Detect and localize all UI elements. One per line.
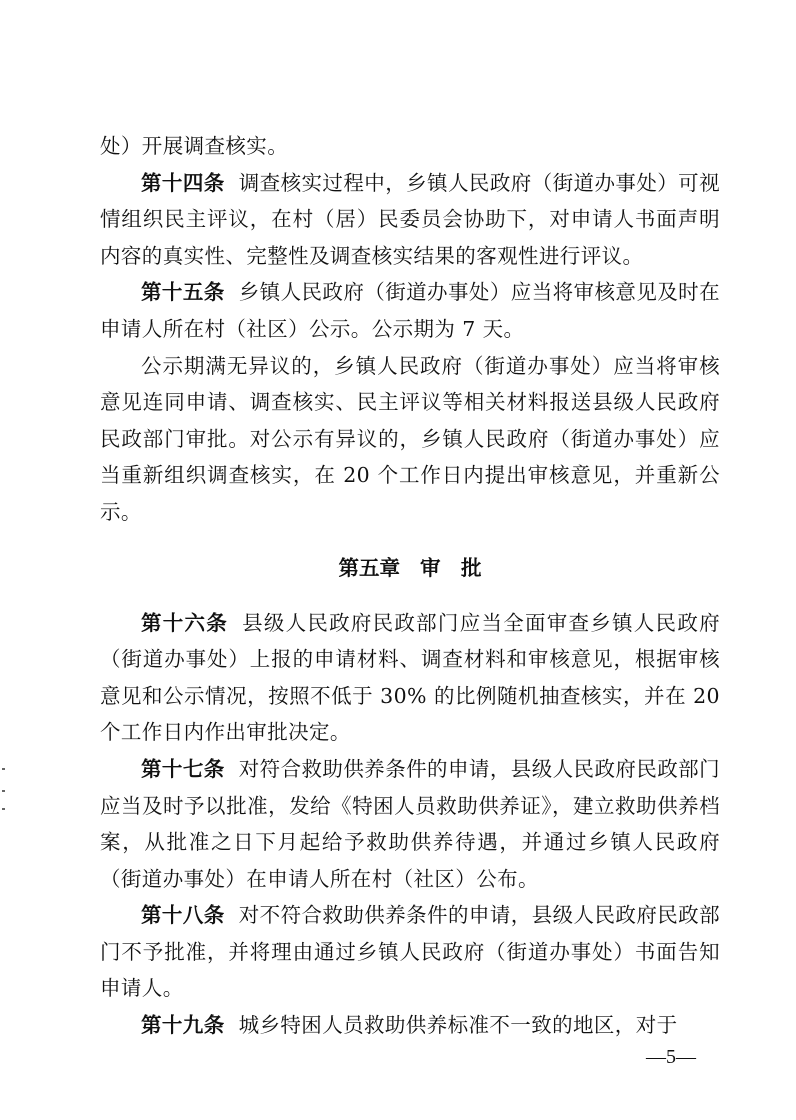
scan-margin-marks [0, 760, 8, 820]
article-number: 第十七条 [141, 756, 225, 781]
article-18 [100, 897, 720, 1007]
article-text: 对符合救助供养条件的申请，县级人民政府民政部门应当及时予以批准，发给《特困人员救助供养证》，建立救助供养档案，从批准之日下月起给予救助供养待遇，并通过乡镇人民政府（街道办事处）在申请人所在村（社区）公布。 [100, 756, 720, 891]
chapter-heading [100, 531, 720, 605]
article-17 [100, 751, 720, 897]
article-number: 第十六条 [141, 610, 229, 635]
article-text: 对不符合救助供养条件的申请，县级人民政府民政部门不予批准，并将理由通过乡镇人民政府（街道办事处）书面告知申请人。 [100, 903, 720, 1001]
chapter-title: 审 批 [420, 555, 482, 580]
article-number: 第十九条 [141, 1013, 225, 1038]
article-text: 城乡特困人员救助供养标准不一致的地区，对于 [238, 1013, 678, 1038]
article-number: 第十五条 [141, 280, 225, 305]
article-number: 第十四条 [141, 170, 225, 195]
paragraph-text: 处）开展调查核实。 [100, 134, 289, 158]
document-body [100, 128, 720, 1044]
article-15-paragraph-2 [100, 348, 720, 531]
article-text: 调查核实过程中，乡镇人民政府（街道办事处）可视情组织民主评议，在村（居）民委员会协助下，对申请人书面声明内容的真实性、完整性及调查核实结果的客观性进行评议。 [100, 170, 720, 268]
article-19 [100, 1007, 720, 1044]
article-text: 县级人民政府民政部门应当全面审查乡镇人民政府（街道办事处）上报的申请材料、调查材料和审核意见，根据审核意见和公示情况，按照不低于 30% 的比例随机抽查核实，并在 20 个工作日内作出审批决定。 [100, 610, 720, 745]
article-14 [100, 165, 720, 275]
paragraph-text: 公示期满无异议的，乡镇人民政府（街道办事处）应当将审核意见连同申请、调查核实、民主评议等相关材料报送县级人民政府民政部门审批。对公示有异议的，乡镇人民政府（街道办事处）应当重新组织调查核实，在 20 个工作日内提出审核意见，并重新公示。 [100, 353, 720, 524]
paragraph-continuation [100, 128, 720, 165]
chapter-number: 第五章 [338, 555, 400, 580]
article-15 [100, 274, 720, 347]
article-text: 乡镇人民政府（街道办事处）应当将审核意见及时在申请人所在村（社区）公示。公示期为 7 天。 [100, 280, 720, 341]
article-number: 第十八条 [141, 903, 225, 928]
page-number: —5— [646, 1046, 696, 1068]
article-16 [100, 605, 720, 751]
